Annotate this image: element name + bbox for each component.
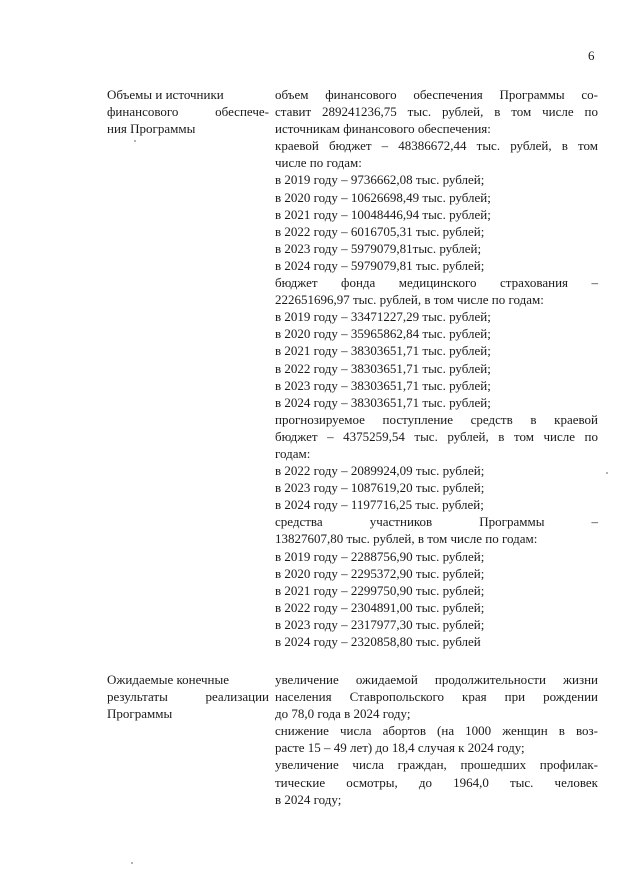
body-line: в 2022 году – 2089924,09 тыс. рублей; (275, 463, 485, 479)
body-line: в 2020 году – 10626698,49 тыс. рублей; (275, 189, 491, 205)
body-line: тические осмотры, до 1964,0 тыс. человек (275, 774, 598, 790)
body-line: годам: (275, 445, 311, 461)
scan-speck (131, 862, 133, 864)
body-line: в 2023 году – 5979079,81тыс. рублей; (275, 240, 482, 256)
body-line: в 2023 году – 2317977,30 тыс. рублей; (275, 616, 485, 632)
body-line: в 2022 году – 2304891,00 тыс. рублей; (275, 599, 485, 615)
body-line: в 2024 году – 1197716,25 тыс. рублей; (275, 497, 484, 513)
label-line: финансового обеспече- (107, 104, 269, 120)
body-line: до 78,0 года в 2024 году; (275, 706, 411, 722)
body-line: населения Ставропольского края при рождении (275, 689, 598, 705)
body-line: краевой бюджет – 48386672,44 тыс. рублей, в том (275, 138, 598, 154)
financing-section-body (275, 86, 598, 650)
body-line: увеличение числа граждан, прошедших профилак- (275, 757, 598, 773)
expected-results-section-label (107, 671, 269, 722)
body-line: средства участников Программы – (275, 514, 598, 530)
body-line: 222651696,97 тыс. рублей, в том числе по годам: (275, 292, 544, 308)
body-line: снижение числа абортов (на 1000 женщин в воз- (275, 723, 598, 739)
body-line: в 2024 году – 2320858,80 тыс. рублей (275, 634, 481, 649)
body-line: в 2021 году – 2299750,90 тыс. рублей; (275, 582, 485, 598)
body-line: в 2024 году; (275, 791, 342, 807)
body-line: в 2021 году – 10048446,94 тыс. рублей; (275, 206, 491, 222)
body-line: в 2024 году – 5979079,81 тыс. рублей; (275, 257, 485, 273)
page-number: 6 (588, 48, 595, 63)
body-line: 13827607,80 тыс. рублей, в том числе по годам: (275, 531, 538, 547)
body-line: бюджет – 4375259,54 тыс. рублей, в том числе по (275, 428, 598, 444)
body-line: объем финансового обеспечения Программы со- (275, 87, 598, 102)
scan-speck (134, 140, 136, 142)
scan-speck (606, 472, 608, 474)
body-line: в 2019 году – 33471227,29 тыс. рублей; (275, 309, 491, 325)
body-line: в 2019 году – 2288756,90 тыс. рублей; (275, 548, 485, 564)
financing-section-label (107, 86, 269, 137)
body-line: в 2022 году – 38303651,71 тыс. рублей; (275, 360, 491, 376)
body-line: числе по годам: (275, 155, 362, 171)
label-line: Объемы и источники (107, 87, 224, 102)
body-line: расте 15 – 49 лет) до 18,4 случая к 2024 году; (275, 740, 525, 756)
body-line: ставит 289241236,75 тыс. рублей, в том числе по (275, 104, 598, 120)
body-line: в 2020 году – 2295372,90 тыс. рублей; (275, 565, 485, 581)
label-line: результаты реализации (107, 689, 269, 705)
body-line: в 2021 году – 38303651,71 тыс. рублей; (275, 343, 491, 359)
body-line: в 2023 году – 38303651,71 тыс. рублей; (275, 377, 491, 393)
body-line: прогнозируемое поступление средств в краевой (275, 411, 598, 427)
label-line: Программы (107, 706, 173, 722)
body-line: в 2022 году – 6016705,31 тыс. рублей; (275, 223, 485, 239)
label-line: ния Программы (107, 121, 196, 137)
expected-results-section-body (275, 671, 598, 808)
body-line: в 2020 году – 35965862,84 тыс. рублей; (275, 326, 491, 342)
body-line: увеличение ожидаемой продолжительности жизни (275, 672, 598, 687)
body-line: в 2019 году – 9736662,08 тыс. рублей; (275, 172, 485, 188)
label-line: Ожидаемые конечные (107, 672, 230, 687)
body-line: бюджет фонда медицинского страхования – (275, 275, 598, 291)
body-line: в 2023 году – 1087619,20 тыс. рублей; (275, 480, 485, 496)
body-line: источникам финансового обеспечения: (275, 121, 491, 137)
body-line: в 2024 году – 38303651,71 тыс. рублей; (275, 394, 491, 410)
